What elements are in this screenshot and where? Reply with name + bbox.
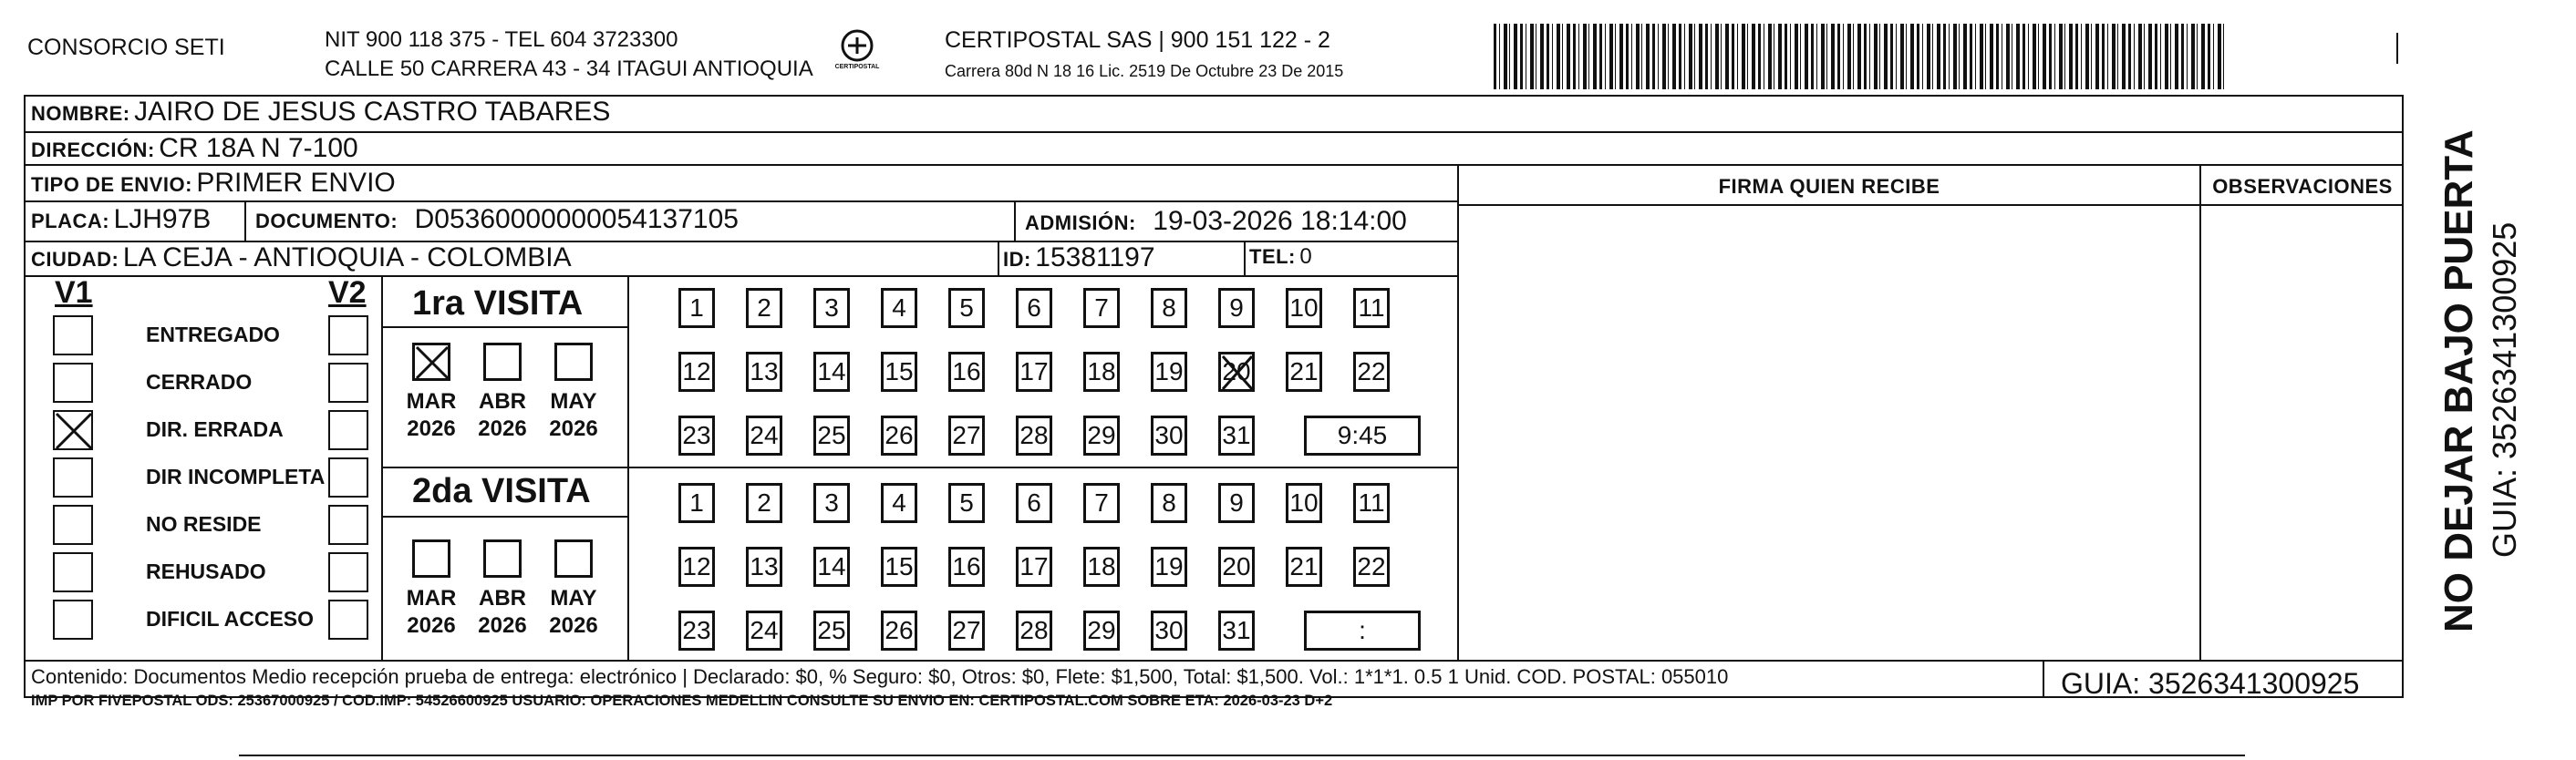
day-box[interactable] bbox=[1353, 352, 1390, 392]
day-box[interactable] bbox=[678, 416, 715, 456]
day-number: 26 bbox=[885, 421, 914, 449]
footer-guia-divider bbox=[2043, 660, 2044, 698]
day-number: 3 bbox=[824, 293, 839, 322]
day-box[interactable] bbox=[1016, 416, 1052, 456]
v1-checkbox[interactable] bbox=[53, 600, 93, 640]
id-divider bbox=[998, 241, 999, 275]
month-year: 2026 bbox=[478, 416, 527, 441]
day-number: 9 bbox=[1229, 293, 1244, 322]
day-number: 18 bbox=[1087, 357, 1116, 385]
day-number: 20 bbox=[1222, 552, 1251, 580]
v2-label: V2 bbox=[328, 275, 367, 310]
tipo-label: TIPO DE ENVIO: bbox=[31, 173, 192, 196]
day-number: 13 bbox=[750, 357, 779, 385]
day-number: 11 bbox=[1358, 488, 1385, 517]
day-box[interactable] bbox=[881, 352, 917, 392]
day-box[interactable] bbox=[1218, 611, 1255, 651]
day-box[interactable] bbox=[881, 288, 917, 328]
placa-value: LJH97B bbox=[113, 204, 212, 234]
barcode bbox=[1494, 24, 2225, 89]
day-number: 29 bbox=[1087, 421, 1116, 449]
month-checkbox[interactable] bbox=[483, 343, 522, 381]
day-number: 15 bbox=[885, 552, 914, 580]
status-label: CERRADO bbox=[146, 370, 253, 394]
day-number: 4 bbox=[892, 293, 906, 322]
day-number: 29 bbox=[1087, 616, 1116, 644]
day-box[interactable] bbox=[1083, 416, 1120, 456]
day-number: 23 bbox=[682, 421, 711, 449]
day-number: 13 bbox=[750, 552, 779, 580]
placa-divider bbox=[244, 202, 246, 241]
v1-checkbox[interactable] bbox=[53, 363, 93, 403]
day-box[interactable] bbox=[881, 611, 917, 651]
row-line bbox=[24, 131, 2404, 133]
day-number: 15 bbox=[885, 357, 914, 385]
day-number: 24 bbox=[750, 616, 779, 644]
admision-cell bbox=[1025, 206, 1407, 237]
license-line: Carrera 80d N 18 16 Lic. 2519 De Octubre 23 De 2015 bbox=[945, 62, 1344, 80]
placa-label: PLACA: bbox=[31, 210, 110, 232]
day-number: 23 bbox=[682, 616, 711, 644]
footer-line bbox=[24, 660, 2404, 662]
obs-divider bbox=[2199, 164, 2201, 662]
day-number: 19 bbox=[1154, 552, 1184, 580]
day-number: 8 bbox=[1162, 293, 1176, 322]
visit1-title: 1ra VISITA bbox=[412, 284, 584, 323]
day-box[interactable] bbox=[746, 288, 782, 328]
day-number: 25 bbox=[817, 421, 846, 449]
v2-checkbox[interactable] bbox=[328, 457, 368, 498]
day-number: 12 bbox=[682, 552, 711, 580]
tel-label: TEL: bbox=[1249, 245, 1296, 268]
day-box[interactable] bbox=[813, 352, 850, 392]
day-number: 12 bbox=[682, 357, 711, 385]
day-box[interactable] bbox=[1016, 611, 1052, 651]
day-box[interactable] bbox=[1286, 352, 1322, 392]
month-label: ABR bbox=[479, 586, 526, 611]
id-value: 15381197 bbox=[1035, 242, 1155, 272]
month-year: 2026 bbox=[549, 613, 598, 638]
day-box[interactable] bbox=[1083, 547, 1120, 587]
certipostal-logo-icon bbox=[830, 27, 885, 84]
time-box[interactable]: : bbox=[1304, 611, 1421, 651]
day-box[interactable] bbox=[1083, 483, 1120, 523]
row-line bbox=[24, 164, 2404, 166]
day-number: 27 bbox=[952, 421, 981, 449]
bottom-line bbox=[239, 755, 2245, 756]
day-number: 5 bbox=[959, 488, 974, 517]
day-number: 19 bbox=[1154, 357, 1184, 385]
day-box[interactable] bbox=[948, 288, 985, 328]
month-label: MAR bbox=[406, 586, 457, 611]
month-label: MAR bbox=[406, 389, 457, 414]
day-box[interactable] bbox=[948, 352, 985, 392]
day-box[interactable] bbox=[746, 416, 782, 456]
day-box[interactable] bbox=[1353, 547, 1390, 587]
month-label: ABR bbox=[479, 389, 526, 414]
placa-cell bbox=[31, 204, 211, 235]
day-number: 22 bbox=[1357, 552, 1386, 580]
day-number: 8 bbox=[1162, 488, 1176, 517]
day-box[interactable] bbox=[948, 611, 985, 651]
day-box[interactable] bbox=[813, 416, 850, 456]
day-box[interactable] bbox=[1218, 483, 1255, 523]
day-number: 11 bbox=[1358, 293, 1385, 322]
day-box[interactable] bbox=[1016, 547, 1052, 587]
month-checkbox[interactable] bbox=[554, 539, 593, 578]
header-tick bbox=[2396, 33, 2398, 64]
day-number: 31 bbox=[1222, 421, 1251, 449]
side-guia: GUIA: 3526341300925 bbox=[2486, 221, 2523, 558]
day-number: 6 bbox=[1027, 293, 1041, 322]
admision-label: ADMISIÓN: bbox=[1025, 211, 1136, 234]
day-number: 7 bbox=[1094, 488, 1109, 517]
day-number: 2 bbox=[757, 293, 771, 322]
v1-checkbox[interactable] bbox=[53, 315, 93, 355]
documento-value: D05360000000054137105 bbox=[414, 204, 739, 234]
day-box[interactable] bbox=[746, 352, 782, 392]
tel-value: 0 bbox=[1299, 244, 1312, 269]
address-line: CALLE 50 CARRERA 43 - 34 ITAGUI ANTIOQUIA bbox=[325, 56, 813, 81]
admision-value: 19-03-2026 18:14:00 bbox=[1153, 206, 1407, 236]
day-box[interactable] bbox=[1151, 352, 1187, 392]
day-box[interactable] bbox=[746, 483, 782, 523]
visit1-title-line bbox=[383, 326, 627, 328]
documento-label: DOCUMENTO: bbox=[255, 210, 398, 232]
day-box[interactable] bbox=[1016, 352, 1052, 392]
day-number: 17 bbox=[1019, 552, 1049, 580]
day-box[interactable] bbox=[948, 483, 985, 523]
day-box[interactable] bbox=[1016, 483, 1052, 523]
visit2-title-line bbox=[383, 516, 627, 518]
content-line: Contenido: Documentos Medio recepción prueba de entrega: electrónico | Declarado: $0, % Seguro: $0, Otros: $0, Flete: $1,500, Total: $1,500. Vol.: 1*1*1. 0.5 1 Unid. COD. POSTAL: 055010 bbox=[31, 665, 1729, 688]
day-number: 21 bbox=[1289, 357, 1319, 385]
month-checkbox[interactable] bbox=[483, 539, 522, 578]
month-year: 2026 bbox=[478, 613, 527, 638]
day-box[interactable] bbox=[1083, 611, 1120, 651]
v1-checkbox[interactable] bbox=[53, 552, 93, 592]
day-number: 16 bbox=[952, 552, 981, 580]
v2-checkbox[interactable] bbox=[328, 410, 368, 450]
day-number: 3 bbox=[824, 488, 839, 517]
ciudad-value: LA CEJA - ANTIOQUIA - COLOMBIA bbox=[122, 242, 572, 272]
month-checkbox[interactable] bbox=[412, 343, 450, 381]
day-box[interactable] bbox=[678, 352, 715, 392]
day-number: 20 bbox=[1222, 357, 1251, 385]
nombre-row bbox=[31, 97, 610, 128]
firma-header: FIRMA QUIEN RECIBE bbox=[1718, 175, 1940, 198]
admision-divider bbox=[1014, 202, 1016, 241]
day-number: 21 bbox=[1289, 552, 1319, 580]
day-box[interactable] bbox=[678, 288, 715, 328]
day-box[interactable] bbox=[1218, 547, 1255, 587]
documento-cell bbox=[255, 204, 739, 235]
nombre-label: NOMBRE: bbox=[31, 102, 130, 125]
day-number: 18 bbox=[1087, 552, 1116, 580]
day-number: 7 bbox=[1094, 293, 1109, 322]
day-box[interactable] bbox=[1151, 547, 1187, 587]
day-number: 26 bbox=[885, 616, 914, 644]
logo-text: CERTIPOSTAL bbox=[834, 64, 880, 70]
day-number: 30 bbox=[1154, 616, 1184, 644]
month-label: MAY bbox=[550, 586, 597, 611]
tipo-value: PRIMER ENVIO bbox=[196, 168, 396, 198]
day-box[interactable] bbox=[678, 611, 715, 651]
month-year: 2026 bbox=[407, 416, 456, 441]
certipostal-logo bbox=[830, 27, 885, 84]
v2-checkbox[interactable] bbox=[328, 600, 368, 640]
day-number: 1 bbox=[689, 488, 704, 517]
day-number: 14 bbox=[817, 552, 846, 580]
day-box[interactable] bbox=[813, 611, 850, 651]
time-box[interactable]: 9:45 bbox=[1304, 416, 1421, 456]
observaciones-header: OBSERVACIONES bbox=[2212, 175, 2393, 198]
direccion-label: DIRECCIÓN: bbox=[31, 139, 155, 161]
v1-label: V1 bbox=[55, 275, 93, 310]
day-number: 10 bbox=[1289, 293, 1319, 322]
day-number: 6 bbox=[1027, 488, 1041, 517]
visit-separator bbox=[381, 467, 1457, 468]
v1-checkbox[interactable] bbox=[53, 457, 93, 498]
month-checkbox[interactable] bbox=[412, 539, 450, 578]
month-label: MAY bbox=[550, 389, 597, 414]
day-number: 28 bbox=[1019, 616, 1049, 644]
day-number: 1 bbox=[689, 293, 704, 322]
ciudad-label: CIUDAD: bbox=[31, 248, 119, 271]
day-box[interactable] bbox=[1286, 288, 1322, 328]
day-box[interactable] bbox=[881, 416, 917, 456]
direccion-value: CR 18A N 7-100 bbox=[159, 133, 358, 163]
v1-checkbox[interactable] bbox=[53, 410, 93, 450]
row-line bbox=[24, 275, 1459, 277]
day-box[interactable] bbox=[948, 547, 985, 587]
day-number: 28 bbox=[1019, 421, 1049, 449]
day-number: 9 bbox=[1229, 488, 1244, 517]
month-checkbox[interactable] bbox=[554, 343, 593, 381]
day-box[interactable] bbox=[1083, 288, 1120, 328]
status-label: DIR INCOMPLETA bbox=[146, 465, 326, 488]
day-box[interactable] bbox=[1353, 288, 1390, 328]
day-box[interactable] bbox=[1218, 416, 1255, 456]
day-box[interactable] bbox=[1151, 611, 1187, 651]
nit-line: NIT 900 118 375 - TEL 604 3723300 bbox=[325, 27, 678, 52]
direccion-row bbox=[31, 133, 358, 164]
status-label: DIFICIL ACCESO bbox=[146, 607, 315, 631]
day-box[interactable] bbox=[948, 416, 985, 456]
nombre-value: JAIRO DE JESUS CASTRO TABARES bbox=[134, 97, 611, 127]
row-line bbox=[24, 200, 1459, 202]
day-number: 10 bbox=[1289, 488, 1319, 517]
day-number: 17 bbox=[1019, 357, 1049, 385]
ciudad-cell bbox=[31, 242, 572, 273]
v2-checkbox[interactable] bbox=[328, 363, 368, 403]
day-box[interactable] bbox=[1286, 547, 1322, 587]
day-number: 27 bbox=[952, 616, 981, 644]
day-number: 31 bbox=[1222, 616, 1251, 644]
day-number: 22 bbox=[1357, 357, 1386, 385]
day-box[interactable] bbox=[746, 547, 782, 587]
day-number: 24 bbox=[750, 421, 779, 449]
status-label: ENTREGADO bbox=[146, 323, 280, 346]
day-number: 16 bbox=[952, 357, 981, 385]
firma-divider bbox=[1457, 164, 1459, 662]
day-box[interactable] bbox=[813, 288, 850, 328]
day-box[interactable] bbox=[746, 611, 782, 651]
day-box[interactable] bbox=[678, 547, 715, 587]
v2-checkbox[interactable] bbox=[328, 505, 368, 545]
day-box[interactable] bbox=[881, 547, 917, 587]
tel-cell bbox=[1249, 244, 1312, 270]
day-number: 5 bbox=[959, 293, 974, 322]
day-number: 14 bbox=[817, 357, 846, 385]
day-box[interactable] bbox=[1218, 288, 1255, 328]
tel-divider bbox=[1244, 241, 1246, 275]
day-box[interactable] bbox=[1016, 288, 1052, 328]
status-label: NO RESIDE bbox=[146, 512, 262, 536]
firma-header-line bbox=[1459, 204, 2404, 206]
day-number: 4 bbox=[892, 488, 906, 517]
day-box[interactable] bbox=[813, 547, 850, 587]
month-year: 2026 bbox=[549, 416, 598, 441]
day-box[interactable] bbox=[1218, 352, 1255, 392]
day-number: 2 bbox=[757, 488, 771, 517]
day-number: 25 bbox=[817, 616, 846, 644]
status-label: REHUSADO bbox=[146, 560, 266, 583]
company-name: CONSORCIO SETI bbox=[27, 35, 225, 60]
id-cell bbox=[1003, 242, 1155, 273]
v1-checkbox[interactable] bbox=[53, 505, 93, 545]
v2-checkbox[interactable] bbox=[328, 315, 368, 355]
footer-guia: GUIA: 3526341300925 bbox=[2061, 667, 2360, 700]
month-year: 2026 bbox=[407, 613, 456, 638]
tipo-row bbox=[31, 168, 396, 199]
day-number: 30 bbox=[1154, 421, 1184, 449]
day-box[interactable] bbox=[1286, 483, 1322, 523]
status-label: DIR. ERRADA bbox=[146, 417, 284, 441]
day-box[interactable] bbox=[1353, 483, 1390, 523]
day-box[interactable] bbox=[881, 483, 917, 523]
id-label: ID: bbox=[1003, 248, 1031, 271]
day-box[interactable] bbox=[1083, 352, 1120, 392]
day-box[interactable] bbox=[1151, 288, 1187, 328]
day-box[interactable] bbox=[1151, 416, 1187, 456]
day-box[interactable] bbox=[813, 483, 850, 523]
day-box[interactable] bbox=[1151, 483, 1187, 523]
v2-checkbox[interactable] bbox=[328, 552, 368, 592]
side-notice: NO DEJAR BAJO PUERTA bbox=[2436, 129, 2481, 632]
certipostal-line: CERTIPOSTAL SAS | 900 151 122 - 2 bbox=[945, 27, 1330, 53]
day-box[interactable] bbox=[678, 483, 715, 523]
visit2-title: 2da VISITA bbox=[412, 472, 591, 510]
imp-line: IMP POR FIVEPOSTAL ODS: 25367000925 / COD.IMP: 54526600925 USUARIO: OPERACIONES MEDELLIN CONSULTE SU ENVIO EN: CERTIPOSTAL.COM SOBRE ETA: 2026-03-23 D+2 bbox=[31, 693, 1333, 709]
